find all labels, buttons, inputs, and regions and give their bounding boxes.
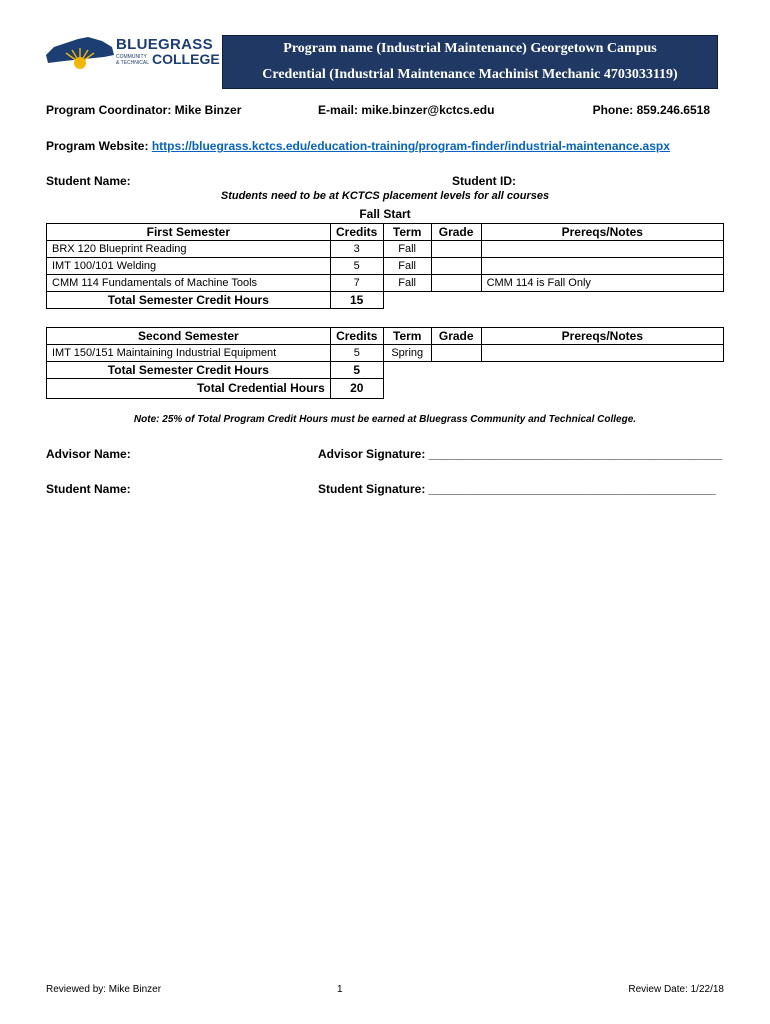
program-name: Program name (Industrial Maintenance) Georgetown Campus <box>283 41 657 56</box>
course-grade[interactable] <box>431 275 481 292</box>
course-notes <box>481 345 723 362</box>
col-header-term: Term <box>383 328 431 345</box>
logo-line1: BLUEGRASS <box>116 36 213 53</box>
first-semester-table <box>46 223 724 309</box>
course-credits: 7 <box>330 275 383 292</box>
credential-label: Total Credential Hours <box>47 379 331 399</box>
table-header-row <box>47 224 724 241</box>
total-row <box>47 292 724 309</box>
col-header-notes: Prereqs/Notes <box>481 224 723 241</box>
credential-row <box>47 379 724 399</box>
page-number: 1 <box>337 984 343 995</box>
total-value: 5 <box>330 362 383 379</box>
course-credits: 5 <box>330 258 383 275</box>
advisor-name-label: Advisor Name: <box>46 447 131 461</box>
coordinator-email: E-mail: mike.binzer@kctcs.edu <box>318 103 495 117</box>
coordinator-phone: Phone: 859.246.6518 <box>592 103 710 117</box>
credit-note: Note: 25% of Total Program Credit Hours must be earned at Bluegrass Community and Technical College. <box>133 414 637 425</box>
program-header <box>222 35 718 89</box>
col-header-term: Term <box>383 224 431 241</box>
placement-note: Students need to be at KCTCS placement levels for all courses <box>220 190 550 202</box>
course-grade[interactable] <box>431 258 481 275</box>
col-header-credits: Credits <box>330 224 383 241</box>
second-semester-table <box>46 327 724 399</box>
total-value: 15 <box>330 292 383 309</box>
advisor-signature-line[interactable]: Advisor Signature: ____________________________________________ <box>318 447 723 461</box>
website-label: Program Website: <box>46 139 149 153</box>
college-logo <box>44 33 220 71</box>
table-row <box>47 275 724 292</box>
table-row <box>47 345 724 362</box>
course-term: Fall <box>383 241 431 258</box>
reviewed-by: Reviewed by: Mike Binzer <box>46 984 162 995</box>
logo-college: COLLEGE <box>152 51 220 67</box>
logo-community: COMMUNITY <box>116 54 147 60</box>
course-grade[interactable] <box>431 345 481 362</box>
student-signature-line[interactable]: Student Signature: ___________________________________________ <box>318 482 716 496</box>
course-notes <box>481 258 723 275</box>
credential-value: 20 <box>330 379 383 399</box>
col-header-credits: Credits <box>330 328 383 345</box>
course-term: Fall <box>383 258 431 275</box>
course-name: IMT 150/151 Maintaining Industrial Equipment <box>47 345 331 362</box>
credential-name: Credential (Industrial Maintenance Machinist Mechanic 4703033119) <box>262 67 678 82</box>
course-term: Spring <box>383 345 431 362</box>
logo-technical: & TECHNICAL <box>116 60 149 66</box>
col-header-notes: Prereqs/Notes <box>481 328 723 345</box>
course-name: CMM 114 Fundamentals of Machine Tools <box>47 275 331 292</box>
table-row <box>47 258 724 275</box>
col-header-grade: Grade <box>431 224 481 241</box>
website-row <box>46 139 670 153</box>
course-name: IMT 100/101 Welding <box>47 258 331 275</box>
total-label: Total Semester Credit Hours <box>47 362 331 379</box>
website-link[interactable]: https://bluegrass.kctcs.edu/education-training/program-finder/industrial-maintenance.aspx <box>151 139 670 153</box>
col-header-grade: Grade <box>431 328 481 345</box>
total-row <box>47 362 724 379</box>
course-grade[interactable] <box>431 241 481 258</box>
student-id-label: Student ID: <box>452 174 516 188</box>
start-label: Fall Start <box>359 207 411 221</box>
course-notes <box>481 241 723 258</box>
table-header-row <box>47 328 724 345</box>
course-notes: CMM 114 is Fall Only <box>481 275 723 292</box>
course-credits: 5 <box>330 345 383 362</box>
course-credits: 3 <box>330 241 383 258</box>
coordinator: Program Coordinator: Mike Binzer <box>46 103 242 117</box>
course-term: Fall <box>383 275 431 292</box>
review-date: Review Date: 1/22/18 <box>628 984 724 995</box>
student-name-label: Student Name: <box>46 174 131 188</box>
col-header-semester: First Semester <box>47 224 331 241</box>
total-label: Total Semester Credit Hours <box>47 292 331 309</box>
col-header-semester: Second Semester <box>47 328 331 345</box>
table-row <box>47 241 724 258</box>
student-name-signature-label: Student Name: <box>46 482 131 496</box>
course-name: BRX 120 Blueprint Reading <box>47 241 331 258</box>
